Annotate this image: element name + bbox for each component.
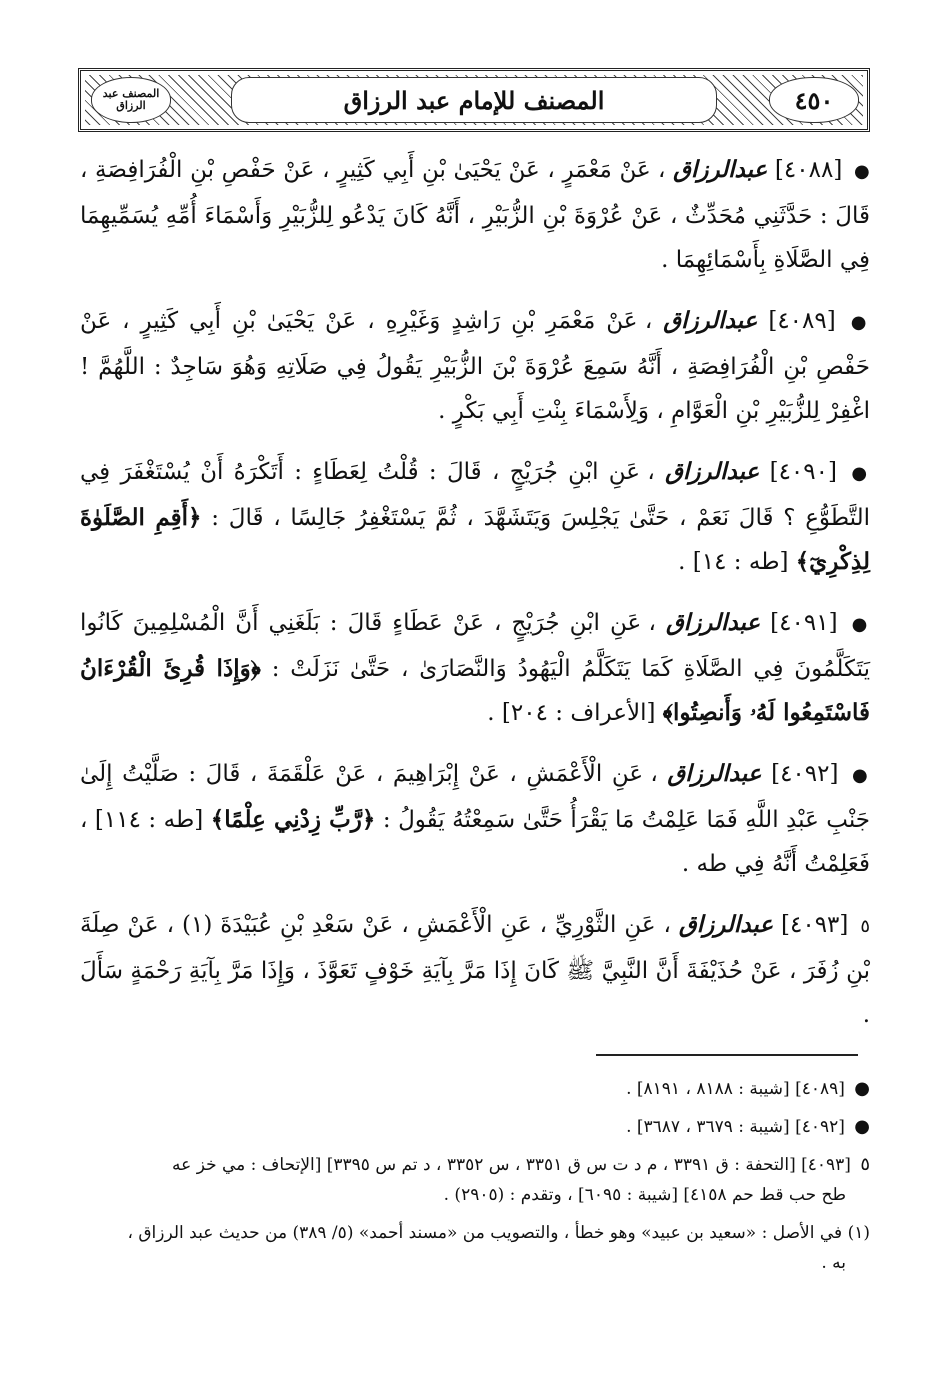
verse-reference: [طه : ١١٤] ، فَعَلِمْتُ أَنَّهُ فِي طه .	[80, 807, 870, 877]
hadith-marker: ●	[851, 614, 870, 635]
footnote-divider	[596, 1054, 858, 1056]
main-text	[80, 148, 870, 1054]
hadith-marker: ●	[851, 463, 871, 484]
hadith-author: عبدالرزاق	[665, 609, 761, 636]
quran-verse: ﴿أَقِمِ الصَّلَوٰةَ لِذِكْرِيٓ﴾	[80, 504, 870, 575]
hadith-text: ، عَنِ ابْنِ جُرَيْجٍ ، قَالَ : قُلْتُ لِعَطَاءٍ : أَتَكْرَهُ أَنْ يُسْتَغْفَرَ فِي التَّطَوُّعِ ؟ قَالَ نَعَمْ ، حَتَّىٰ يَجْلِسَ وَيَتَشَهَّدَ ، ثُمَّ يَسْتَغْفِرُ جَالِسًا ، قَالَ :	[80, 459, 871, 531]
footnote-4089	[80, 1074, 870, 1104]
hadith-author: عبدالرزاق	[678, 911, 774, 938]
hadith-marker: ●	[853, 161, 870, 182]
hadith-author: عبدالرزاق	[663, 307, 758, 334]
hadith-number: [٤٠٨٩]	[768, 308, 836, 334]
hadith-4093	[80, 903, 870, 1037]
footnote-text: (١) في الأصل : «سعيد بن عبيد» وهو خطأ ، والتصويب من «مسند أحمد» (٥/ ٣٨٩) من حديث عبد الرزاق ،	[127, 1223, 870, 1243]
footnote-4092	[80, 1112, 870, 1142]
hadith-marker: ●	[850, 312, 871, 333]
footnote-1	[80, 1218, 870, 1278]
hadith-number: [٤٠٨٨]	[774, 157, 843, 183]
hadith-text: ، عَنِ ابْنِ جُرَيْجٍ ، عَنْ عَطَاءٍ قَالَ : بَلَغَنِي أَنَّ الْمُسْلِمِينَ كَانُوا يَتَكَلَّمُونَ فِي الصَّلَاةِ كَمَا يَتَكَلَّمُ الْيَهُودُ وَالنَّصَارَىٰ ، حَتَّىٰ نَزَلَتْ :	[80, 610, 871, 682]
hadith-number: [٤٠٩٢]	[771, 761, 839, 787]
footnotes	[80, 1074, 870, 1286]
hadith-text: ، عَنِ الْأَعْمَشِ ، عَنْ إِبْرَاهِيمَ ، عَنْ عَلْقَمَةَ ، قَالَ : صَلَّيْتُ إِلَىٰ جَنْبِ عَبْدِ اللَّهِ فَمَا عَلِمْتُ مَا يَقْرَأُ حَتَّىٰ سَمِعْتُهُ يَقُولُ :	[80, 761, 871, 833]
footnote-text: [٤٠٨٩] [شيبة : ٨١٨٨ ، ٨١٩١] .	[626, 1079, 845, 1099]
footnote-continuation: به .	[821, 1253, 846, 1273]
hadith-text: ، عَنْ مَعْمَرِ بْنِ رَاشِدٍ وَغَيْرِهِ ، عَنْ يَحْيَىٰ بْنِ أَبِي كَثِيرٍ ، عَنْ حَفْصِ بْنِ الْفُرَافِصَةِ ، أَنَّهُ سَمِعَ عُرْوَةَ بْنَ الزُّبَيْرِ يَقُولُ فِي صَلَاتِهِ وَهُوَ سَاجِدٌ : اللَّهُمَّ ! اغْفِرْ لِلزُّبَيْرِ بْنِ الْعَوَّامِ ، وَلِأَسْمَاءَ بِنْتِ أَبِي بَكْرٍ .	[80, 308, 870, 424]
footnote-text: [٤٠٩٢] [شيبة : ٣٦٧٩ ، ٣٦٨٧] .	[626, 1117, 845, 1137]
hadith-author: عبدالرزاق	[665, 458, 760, 485]
hadith-number: [٤٠٩٠]	[769, 459, 837, 485]
book-emblem: المصنف عبد الرزاق	[91, 77, 171, 123]
hadith-4091	[80, 601, 870, 735]
hadith-4092	[80, 752, 870, 886]
hadith-author: عبدالرزاق	[667, 760, 762, 787]
hadith-4090	[80, 450, 870, 584]
footnote-4093	[80, 1150, 870, 1210]
hadith-text: ، عَنِ الثَّوْرِيِّ ، عَنِ الْأَعْمَشِ ، عَنْ سَعْدِ بْنِ عُبَيْدَةَ (١) ، عَنْ صِلَةَ بْنِ زُفَرَ ، عَنْ حُذَيْفَةَ أَنَّ النَّبِيَّ ﷺ كَانَ إِذَا مَرَّ بِآيَةِ خَوْفٍ تَعَوَّذَ ، وَإِذَا مَرَّ بِآيَةِ رَحْمَةٍ سَأَلَ .	[80, 912, 870, 1028]
hadith-text: ، عَنْ مَعْمَرٍ ، عَنْ يَحْيَىٰ بْنِ أَبِي كَثِيرٍ ، عَنْ حَفْصِ بْنِ الْفُرَافِصَةِ ، قَالَ : حَدَّثَنِي مُحَدِّثٌ ، عَنْ عُرْوَةَ بْنِ الزُّبَيْرِ ، أَنَّهُ كَانَ يَدْعُو لِلزُّبَيْرِ وَأَسْمَاءَ أُمِّهِ يُسَمِّيهِمَا فِي الصَّلَاةِ بِأَسْمَائِهِمَا .	[80, 157, 870, 273]
hadith-marker: ٥	[860, 916, 871, 937]
quran-verse: ﴿رَّبِّ زِدْنِي عِلْمًا﴾	[210, 806, 376, 833]
quran-verse: ﴿وَإِذَا قُرِئَ الْقُرْءَانُ فَاسْتَمِعُوا لَهُۥ وَأَنصِتُوا﴾	[80, 655, 870, 726]
hadith-author: عبدالرزاق	[673, 156, 768, 183]
page-header	[78, 68, 870, 132]
page-number: ٤٥٠	[769, 77, 859, 123]
hadith-number: [٤٠٩٣]	[781, 912, 849, 938]
book-title: المصنف للإمام عبد الرزاق	[231, 77, 717, 123]
footnote-marker: ●	[854, 1078, 870, 1099]
verse-reference: [الأعراف : ٢٠٤] .	[487, 700, 656, 726]
footnote-text: [٤٠٩٣] [التحفة : ق ٣٣٩١ ، م د ت س ق ٣٣٥١ ، س ٣٣٥٢ ، د تم س ٣٣٩٥] [الإتحاف : مي خز عه	[172, 1155, 851, 1175]
footnote-marker: ●	[854, 1116, 870, 1137]
footnote-marker: ٥	[860, 1154, 870, 1175]
hadith-marker: ●	[852, 765, 870, 786]
verse-reference: [طه : ١٤] .	[678, 549, 789, 575]
hadith-4089	[80, 299, 870, 433]
hadith-number: [٤٠٩١]	[770, 610, 838, 636]
hadith-4088	[80, 148, 870, 282]
footnote-continuation: طح حب قط حم ٤١٥٨] [شيبة : ٦٠٩٥] ، وتقدم : (٢٩٠٥) .	[443, 1185, 846, 1205]
